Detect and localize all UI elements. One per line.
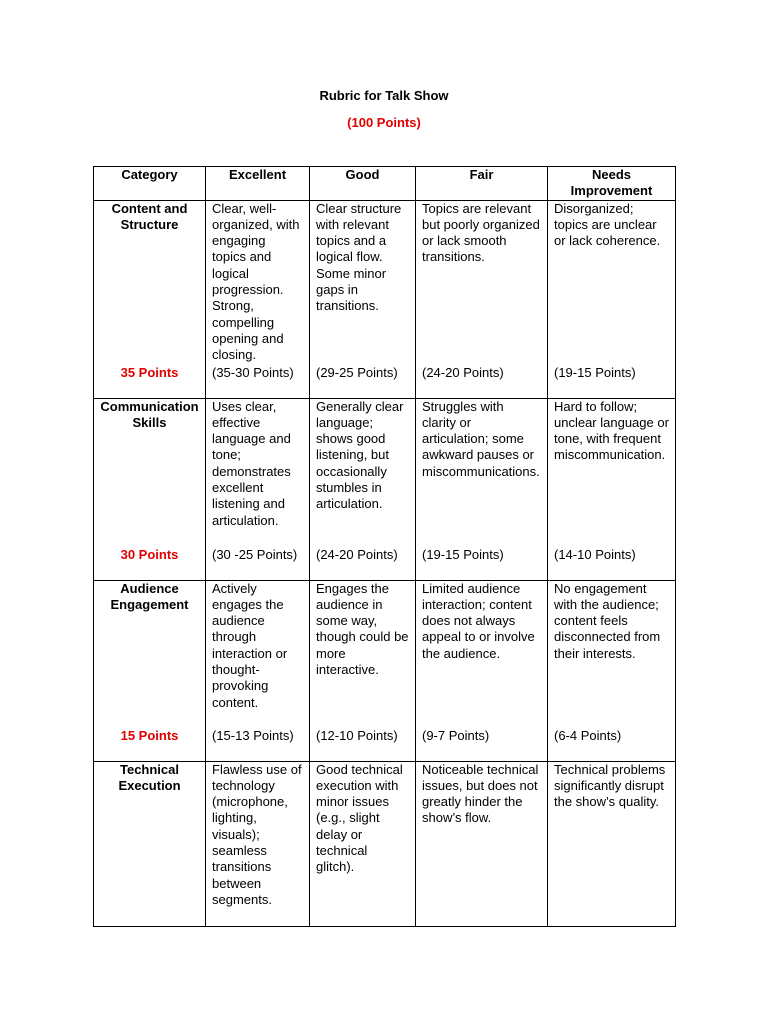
criteria-text: Noticeable technical issues, but does not greatly hinder the show’s flow. [422,761,539,826]
fair-cell [416,398,548,580]
excellent-cell [206,761,310,926]
points-range: (24-20 Points) [422,365,504,381]
criteria-text: No engagement with the audience; content feels disconnected from their interests. [554,580,661,661]
needs-improvement-cell [548,761,676,926]
criteria-text: Disorganized; topics are unclear or lack coherence. [554,200,661,249]
good-cell [310,200,416,398]
points-range: (6-4 Points) [554,728,622,744]
criteria-text: Struggles with clarity or articulation; some awkward pauses or miscommunications. [422,398,540,479]
points-range: (30 -25 Points) [212,547,298,563]
points-range: (14-10 Points) [554,547,636,563]
needs-improvement-cell [548,200,676,398]
good-cell [310,398,416,580]
rubric-table [93,166,676,927]
table-row [94,580,676,761]
document-subtitle-total-points: (100 Points) [347,115,421,130]
points-range: (15-13 Points) [212,728,294,744]
table-row [94,398,676,580]
category-cell [94,580,206,761]
points-range: (24-20 Points) [316,547,398,563]
header-good: Good [310,167,416,201]
excellent-cell [206,200,310,398]
criteria-text: Topics are relevant but poorly organized or lack smooth transitions. [422,200,540,265]
category-name: Technical Execution [118,761,181,793]
points-range: (29-25 Points) [316,365,398,381]
category-cell [94,761,206,926]
category-cell [94,398,206,580]
category-points: 35 Points [120,365,179,381]
criteria-text: Good technical execution with minor issues (e.g., slight delay or technical glitch). [316,761,403,875]
category-name: Communication Skills [100,398,199,430]
criteria-text: Engages the audience in some way, though could be more interactive. [316,580,409,678]
fair-cell [416,761,548,926]
table-header-row [94,167,676,201]
points-range: (12-10 Points) [316,728,398,744]
points-range: (9-7 Points) [422,728,490,744]
needs-improvement-cell [548,398,676,580]
criteria-text: Generally clear language; shows good listening, but occasionally stumbles in articulation. [316,398,404,512]
document-title: Rubric for Talk Show [319,88,449,103]
criteria-text: Limited audience interaction; content does not always appeal to or involve the audience. [422,580,535,661]
header-fair: Fair [416,167,548,201]
criteria-text: Clear, well-organized, with engaging topics and logical progression. Strong, compelling opening and closing. [212,200,300,363]
criteria-text: Technical problems significantly disrupt the show’s quality. [554,761,666,810]
category-name: Audience Engagement [110,580,189,612]
category-name: Content and Structure [111,200,188,232]
points-range: (19-15 Points) [422,547,504,563]
header-excellent: Excellent [206,167,310,201]
needs-improvement-cell [548,580,676,761]
category-points: 30 Points [120,547,179,563]
category-cell [94,200,206,398]
points-range: (19-15 Points) [554,365,636,381]
criteria-text: Clear structure with relevant topics and a logical flow. Some minor gaps in transitions. [316,200,402,314]
criteria-text: Flawless use of technology (microphone, lighting, visuals); seamless transitions between segments. [212,761,302,907]
table-row [94,761,676,926]
good-cell [310,580,416,761]
good-cell [310,761,416,926]
header-category: Category [94,167,206,201]
header-needs-improvement: Needs Improvement [548,167,676,201]
fair-cell [416,580,548,761]
category-points: 15 Points [120,728,179,744]
criteria-text: Actively engages the audience through interaction or thought-provoking content. [212,580,288,710]
points-range: (35-30 Points) [212,365,294,381]
excellent-cell [206,580,310,761]
excellent-cell [206,398,310,580]
fair-cell [416,200,548,398]
criteria-text: Uses clear, effective language and tone; demonstrates excellent listening and articulation. [212,398,291,528]
criteria-text: Hard to follow; unclear language or tone, with frequent miscommunication. [554,398,669,463]
table-row [94,200,676,398]
